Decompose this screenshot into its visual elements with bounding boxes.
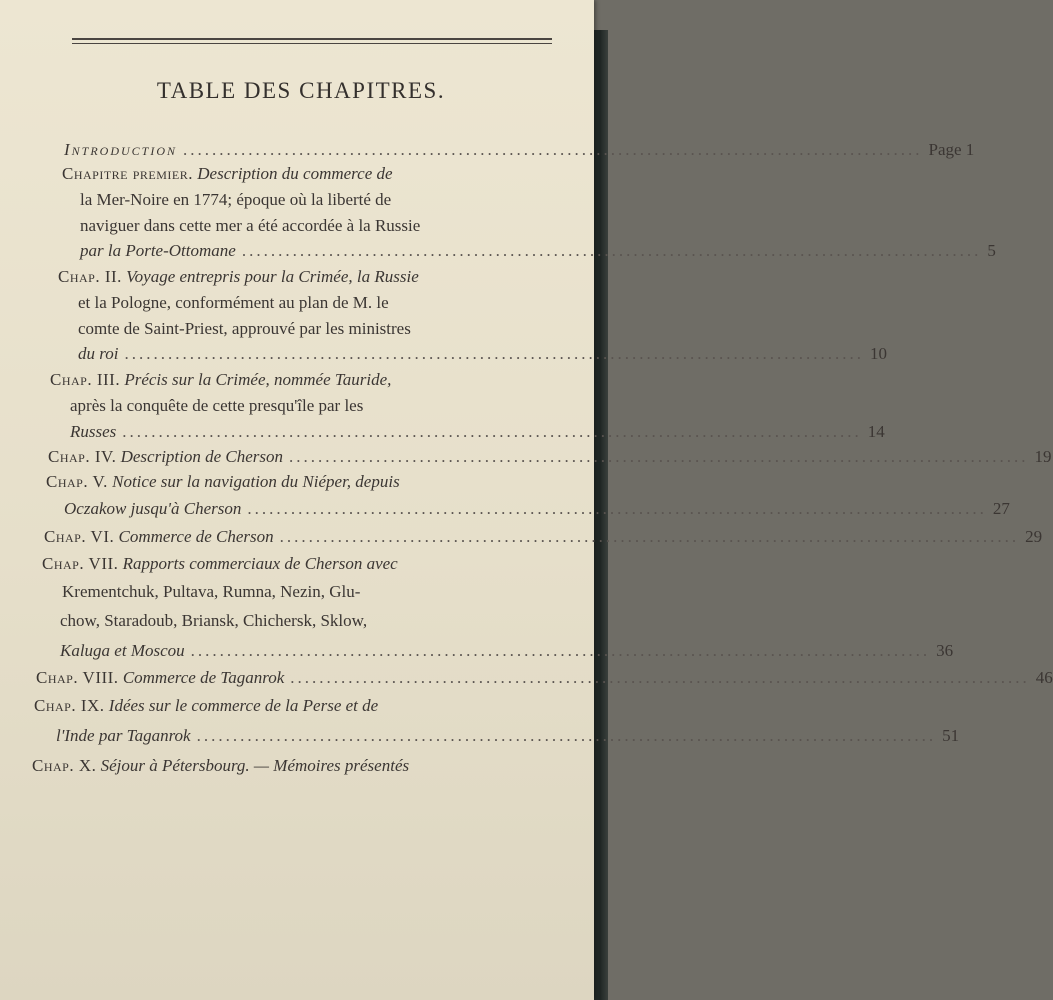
entry-text-line: et la Pologne, conformément au plan de M. le bbox=[78, 293, 389, 312]
entry-label: Chap. V. bbox=[46, 472, 108, 491]
dot-leader: ...................................................................................................... bbox=[183, 140, 923, 159]
toc-entry-chap-4 bbox=[48, 443, 1052, 471]
toc-entry-chap-8 bbox=[36, 664, 1053, 692]
entry-text-line: Séjour à Pétersbourg. — Mémoires présentés bbox=[100, 756, 410, 775]
entry-label: Chap. VI. bbox=[44, 527, 115, 546]
dot-leader: ...................................................................................................... bbox=[289, 447, 1029, 466]
entry-text-line: Voyage entrepris pour la Crimée, la Russie bbox=[126, 267, 419, 286]
entry-text-line: Commerce de Taganrok bbox=[122, 668, 285, 687]
dot-leader: ...................................................................................................... bbox=[241, 241, 982, 260]
dot-leader: ...................................................................................................... bbox=[122, 422, 862, 441]
page-number: 51 bbox=[942, 726, 960, 745]
entry-text-line: Kaluga et Moscou bbox=[60, 641, 185, 660]
page-number: 14 bbox=[867, 422, 885, 441]
entry-text-line: Idées sur le commerce de la Perse et de bbox=[108, 696, 379, 715]
dot-leader: ...................................................................................................... bbox=[279, 527, 1020, 546]
toc-entry-chap-7 bbox=[42, 550, 462, 578]
header-double-rule bbox=[72, 38, 552, 47]
toc-entry-chap-6 bbox=[44, 523, 1043, 551]
page-number: 19 bbox=[1034, 447, 1052, 466]
entry-text-line: du roi bbox=[78, 344, 119, 363]
entry-text-line: Notice sur la navigation du Niéper, depuis bbox=[112, 472, 400, 491]
dot-leader: ...................................................................................................... bbox=[124, 344, 864, 363]
page-number: 36 bbox=[936, 641, 954, 660]
entry-label: Chap. III. bbox=[50, 370, 121, 389]
entry-text-line: Rapports commerciaux de Cherson avec bbox=[122, 554, 398, 573]
entry-label: Chap. II. bbox=[58, 267, 122, 286]
entry-text-line: Précis sur la Crimée, nommée Tauride, bbox=[124, 370, 392, 389]
dot-leader: ...................................................................................................... bbox=[196, 726, 937, 745]
toc-entry-chap-2 bbox=[58, 263, 458, 291]
toc-entry-chap-5 bbox=[46, 468, 460, 496]
entry-last-line bbox=[56, 722, 960, 750]
page-number: 10 bbox=[869, 344, 887, 363]
dot-leader: ...................................................................................................... bbox=[247, 499, 987, 518]
entry-text-line: comte de Saint-Priest, approuvé par les ministres bbox=[78, 319, 411, 338]
entry-text-line: Krementchuk, Pultava, Rumna, Nezin, Glu- bbox=[62, 582, 361, 601]
entry-text-line: l'Inde par Taganrok bbox=[56, 726, 191, 745]
entry-last-line bbox=[60, 637, 954, 665]
entry-text-line: la Mer-Noire en 1774; époque où la liberté de bbox=[80, 190, 392, 209]
entry-text-line: Oczakow jusqu'à Cherson bbox=[64, 499, 242, 518]
entry-text-line: chow, Staradoub, Briansk, Chichersk, Sklow, bbox=[60, 611, 368, 630]
page-number: 29 bbox=[1025, 527, 1043, 546]
entry-text-line: par la Porte-Ottomane bbox=[80, 241, 236, 260]
dot-leader: ...................................................................................................... bbox=[190, 641, 931, 660]
entry-label: Chap. X. bbox=[32, 756, 97, 775]
entry-last-line bbox=[78, 340, 887, 368]
entry-text-line: Russes bbox=[70, 422, 117, 441]
entry-text-line: après la conquête de cette presqu'île par les bbox=[70, 396, 364, 415]
toc-entry-chap-3 bbox=[50, 366, 460, 394]
toc-entry-chap-10 bbox=[32, 752, 468, 780]
dot-leader: ...................................................................................................... bbox=[290, 668, 1030, 687]
entry-last-line bbox=[80, 237, 996, 265]
page-title: TABLE DES CHAPITRES. bbox=[156, 78, 446, 103]
entry-last-line bbox=[64, 495, 1010, 523]
entry-label: Chap. IX. bbox=[34, 696, 105, 715]
entry-text-line: Commerce de Cherson bbox=[118, 527, 274, 546]
entry-label: Chapitre premier. bbox=[62, 164, 194, 183]
entry-text-line: Description de Cherson bbox=[120, 447, 284, 466]
toc-entry-chapitre-premier bbox=[62, 160, 454, 188]
page-number: 5 bbox=[987, 241, 996, 260]
toc-entry-chap-9 bbox=[34, 692, 466, 720]
entry-text-line: Description du commerce de bbox=[197, 164, 393, 183]
page-number: 27 bbox=[992, 499, 1010, 518]
page-number: Page 1 bbox=[928, 140, 975, 159]
entry-label: Introduction bbox=[64, 140, 178, 159]
entry-text-line: naviguer dans cette mer a été accordée à la Russie bbox=[80, 216, 421, 235]
entry-label: Chap. VIII. bbox=[36, 668, 119, 687]
entry-last-line bbox=[70, 418, 885, 446]
page-number: 46 bbox=[1035, 668, 1053, 687]
entry-label: Chap. IV. bbox=[48, 447, 117, 466]
entry-label: Chap. VII. bbox=[42, 554, 119, 573]
